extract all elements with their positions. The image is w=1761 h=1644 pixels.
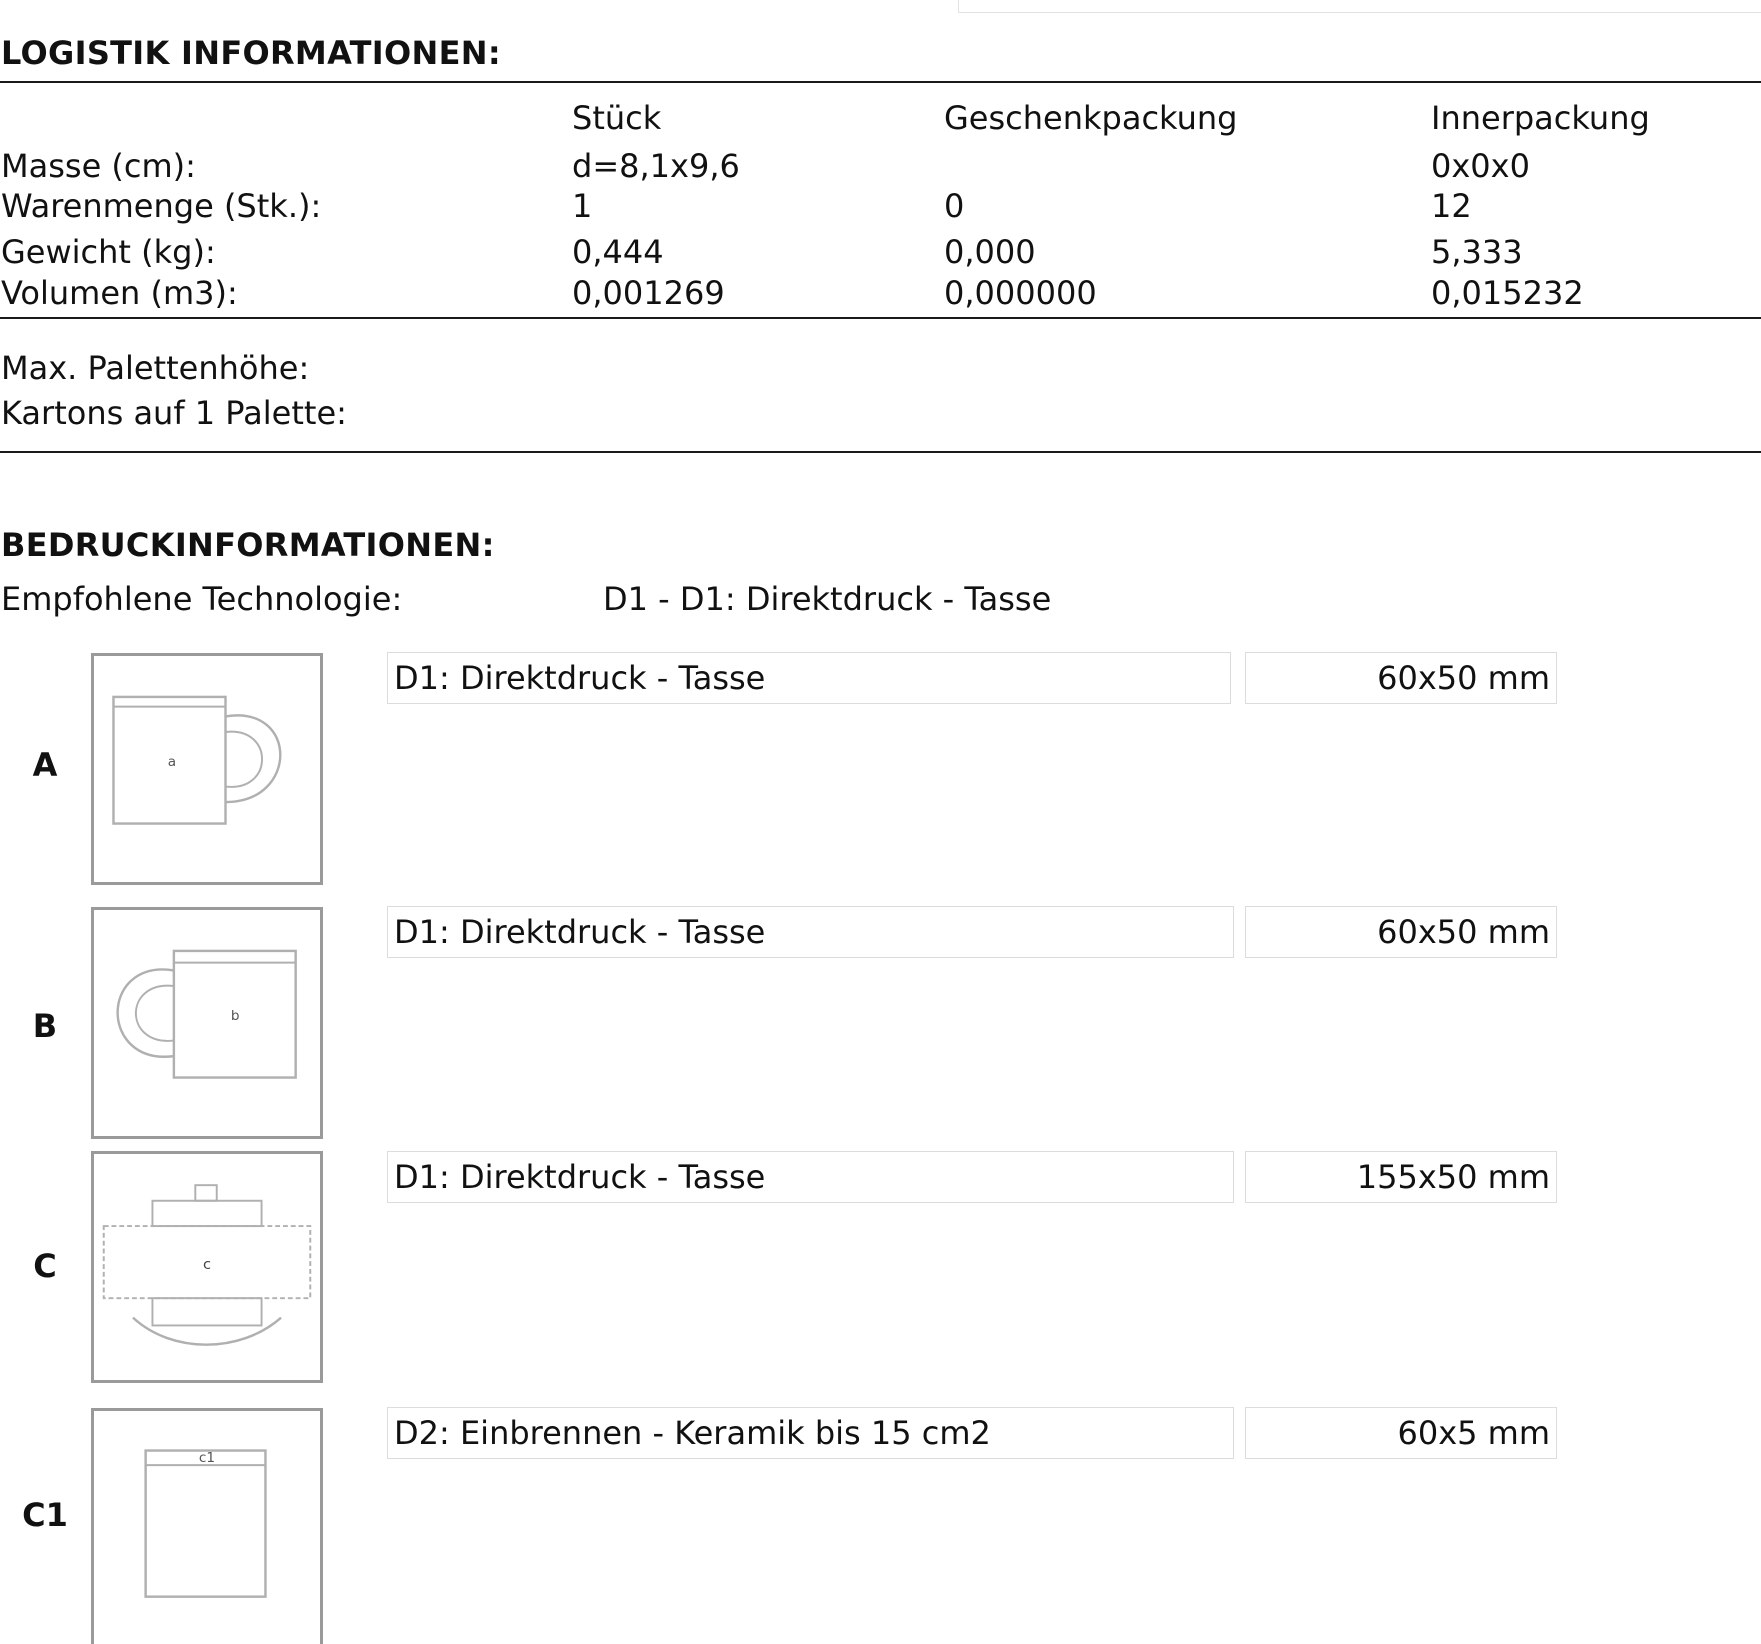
value-warenmenge-stueck: 1 xyxy=(572,187,593,225)
mug-rim-icon xyxy=(94,1411,320,1644)
technology-cell-a: D1: Direktdruck - Tasse xyxy=(387,652,1231,704)
print-position-image-b xyxy=(91,907,323,1139)
printing-heading: BEDRUCKINFORMATIONEN: xyxy=(1,526,495,564)
size-cell-c: 155x50 mm xyxy=(1245,1151,1557,1203)
svg-text:a: a xyxy=(167,754,177,771)
size-cell-a: 60x50 mm xyxy=(1245,652,1557,704)
pallet-height-label: Max. Palettenhöhe: xyxy=(1,349,310,387)
svg-text:b: b xyxy=(230,1008,240,1025)
mug-wraparound-icon xyxy=(94,1154,320,1380)
value-warenmenge-inner: 12 xyxy=(1431,187,1472,225)
row-label-masse: Masse (cm): xyxy=(1,147,196,185)
technology-cell-c1: D2: Einbrennen - Keramik bis 15 cm2 xyxy=(387,1407,1234,1459)
value-masse-inner: 0x0x0 xyxy=(1431,147,1530,185)
position-label-c1: C1 xyxy=(22,1496,68,1534)
value-gewicht-geschenk: 0,000 xyxy=(944,233,1036,271)
position-label-b: B xyxy=(32,1007,58,1045)
divider xyxy=(0,451,1761,453)
value-volumen-stueck: 0,001269 xyxy=(572,274,725,312)
row-label-gewicht: Gewicht (kg): xyxy=(1,233,216,271)
print-position-image-c1 xyxy=(91,1408,323,1644)
divider xyxy=(0,81,1761,83)
svg-text:c: c xyxy=(202,1255,212,1273)
logistics-heading: LOGISTIK INFORMATIONEN: xyxy=(1,34,501,72)
technology-cell-c: D1: Direktdruck - Tasse xyxy=(387,1151,1234,1203)
column-header-stueck: Stück xyxy=(572,99,662,137)
print-position-image-a xyxy=(91,653,323,885)
recommended-technology-label: Empfohlene Technologie: xyxy=(1,580,403,618)
row-label-volumen: Volumen (m3): xyxy=(1,274,238,312)
size-cell-c1: 60x5 mm xyxy=(1245,1407,1557,1459)
value-volumen-inner: 0,015232 xyxy=(1431,274,1584,312)
technology-cell-b: D1: Direktdruck - Tasse xyxy=(387,906,1234,958)
divider xyxy=(0,317,1761,319)
position-label-c: C xyxy=(33,1247,57,1285)
value-gewicht-inner: 5,333 xyxy=(1431,233,1523,271)
size-cell-b: 60x50 mm xyxy=(1245,906,1557,958)
value-masse-stueck: d=8,1x9,6 xyxy=(572,147,740,185)
column-header-geschenkpackung: Geschenkpackung xyxy=(944,99,1238,137)
row-label-warenmenge: Warenmenge (Stk.): xyxy=(1,187,322,225)
value-warenmenge-geschenk: 0 xyxy=(944,187,965,225)
print-position-image-c xyxy=(91,1151,323,1383)
recommended-technology-value: D1 - D1: Direktdruck - Tasse xyxy=(603,580,1052,618)
mug-handle-left-icon xyxy=(94,910,320,1136)
column-header-innerpackung: Innerpackung xyxy=(1431,99,1650,137)
value-gewicht-stueck: 0,444 xyxy=(572,233,664,271)
value-volumen-geschenk: 0,000000 xyxy=(944,274,1097,312)
position-label-a: A xyxy=(32,746,58,784)
top-frame-edge xyxy=(958,0,1761,13)
mug-front-handle-right-icon xyxy=(94,656,320,882)
cartons-per-pallet-label: Kartons auf 1 Palette: xyxy=(1,394,347,432)
svg-text:c1: c1 xyxy=(198,1450,216,1467)
